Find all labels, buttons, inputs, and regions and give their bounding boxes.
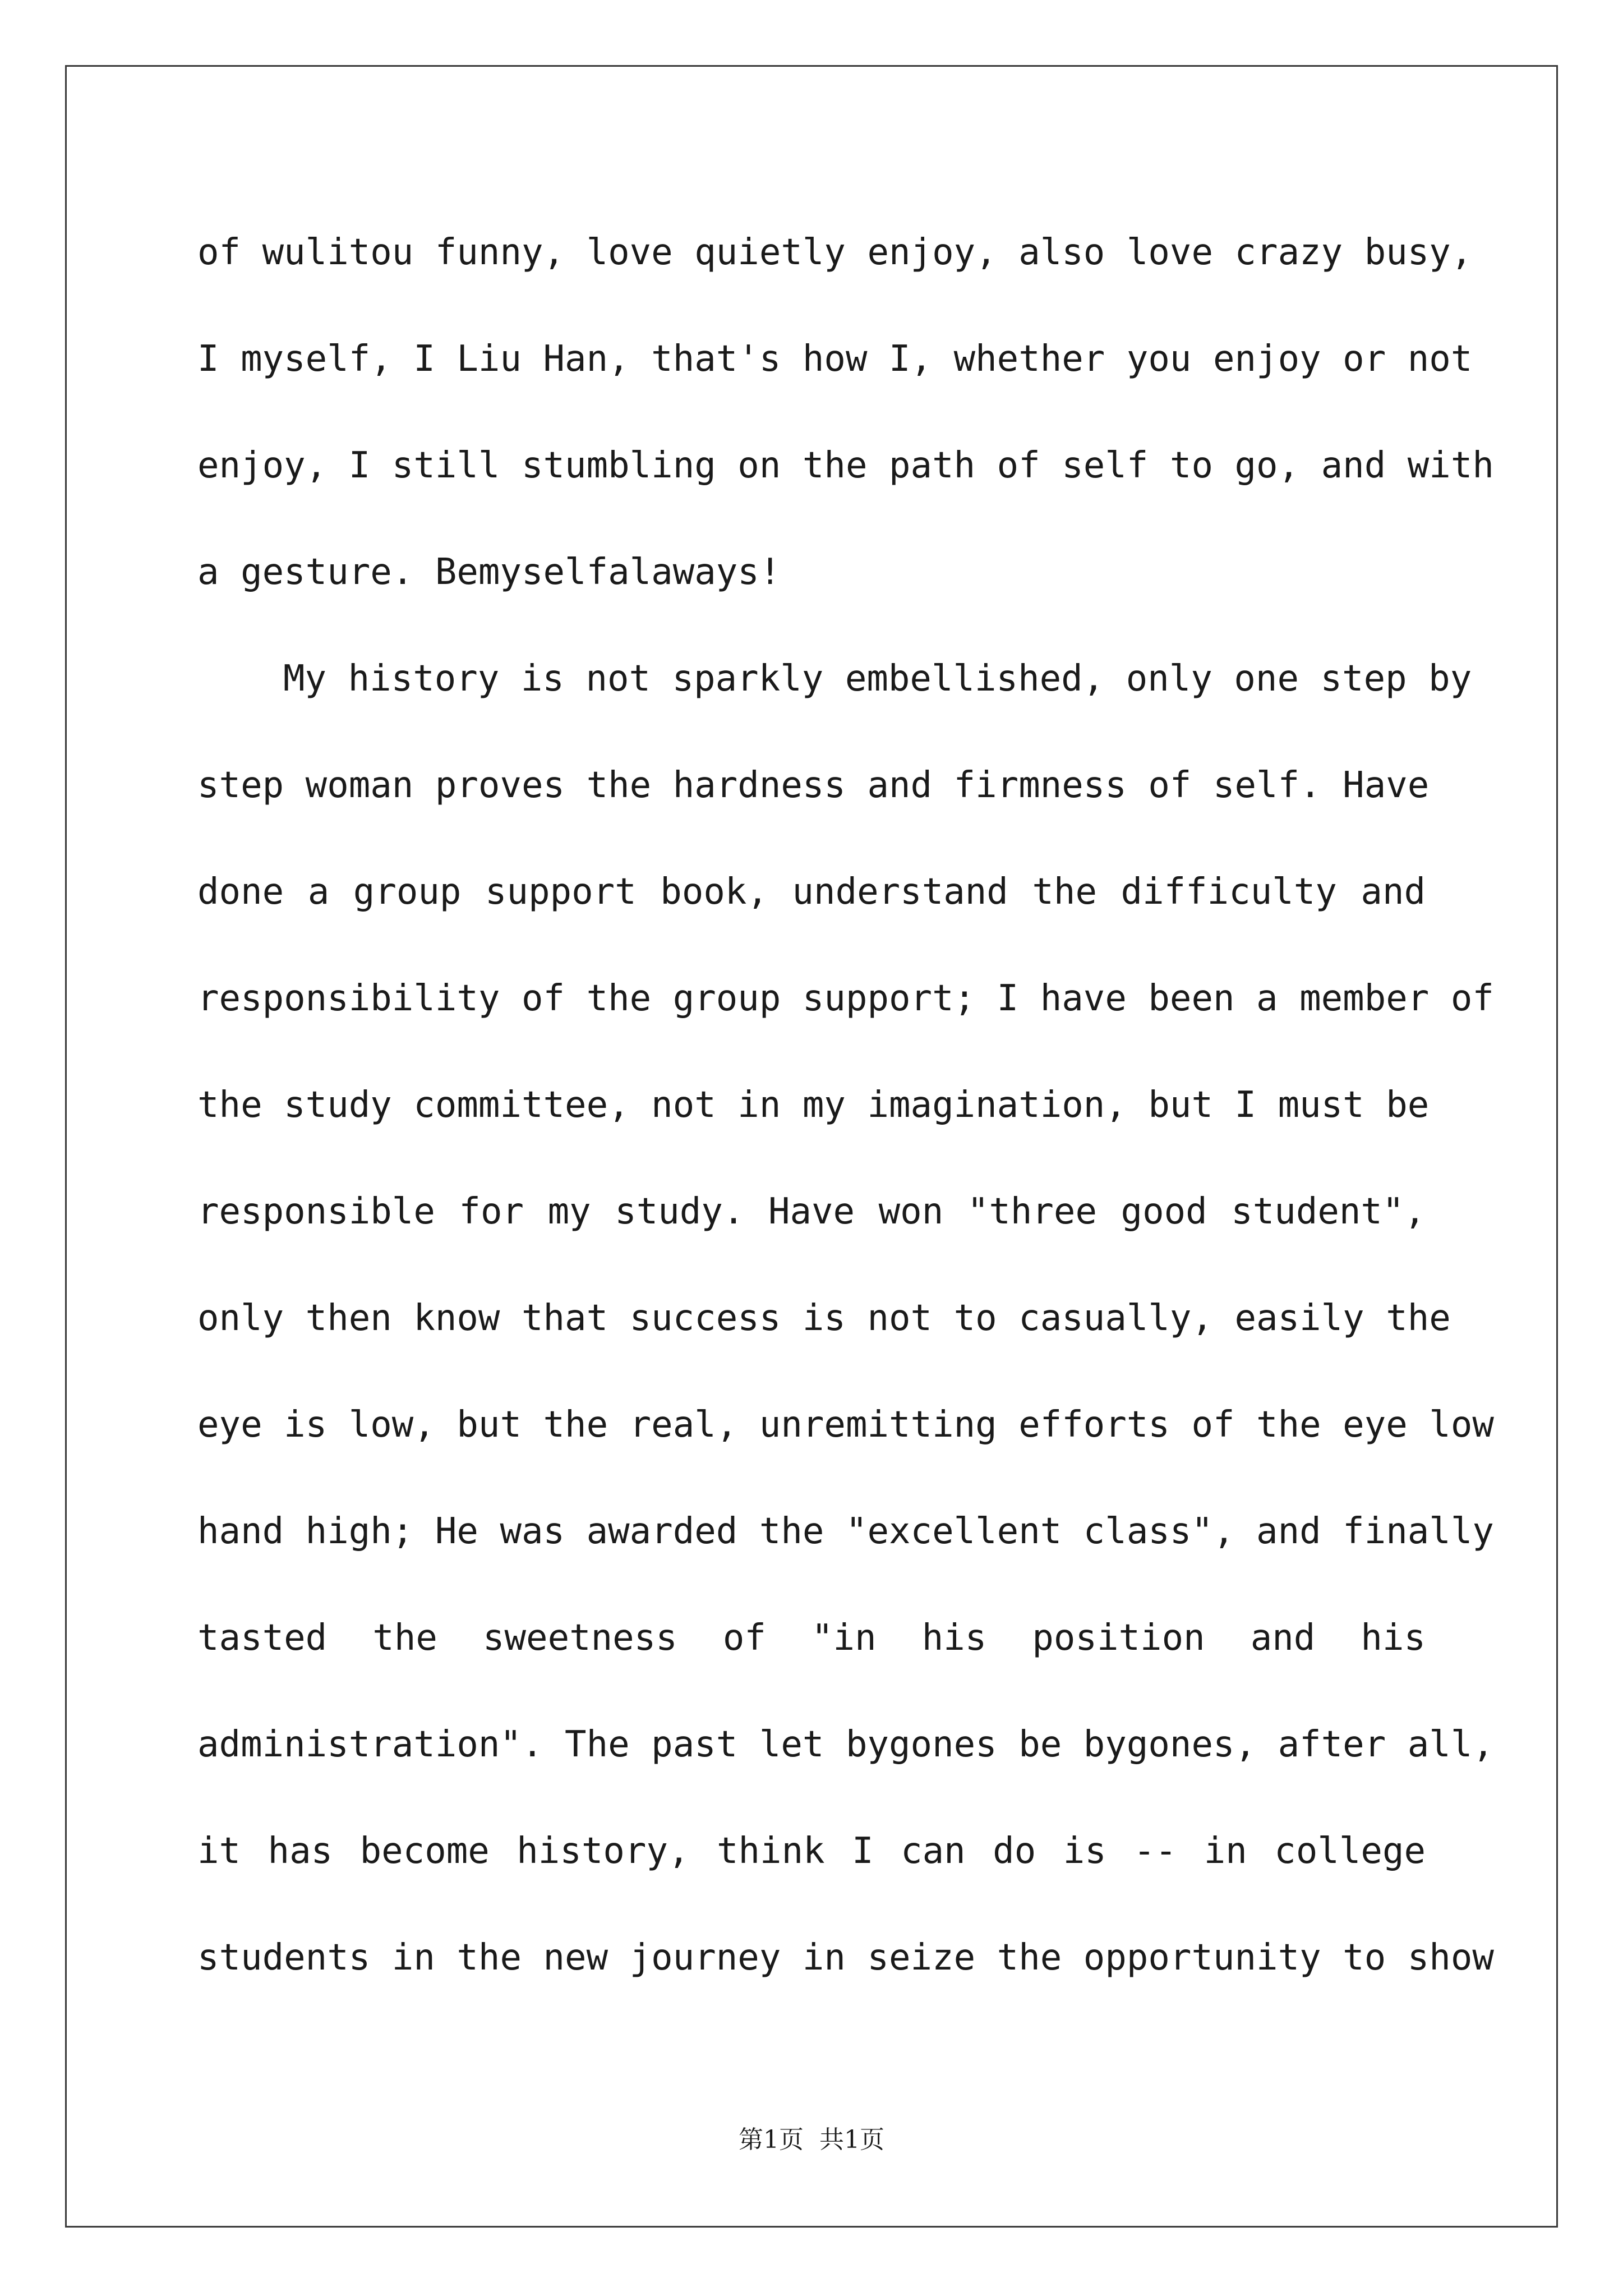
text-line-17: students in the new journey in seize the opportunity to show [197,1937,1494,1978]
page-number-footer: 第1页 共1页 [739,2125,884,2154]
text-line-5: My history is not sparkly embellished, only one step by [283,658,1472,700]
text-line-6: step woman proves the hardness and firmness of self. Have [197,765,1430,806]
text-line-12: eye is low, but the real, unremitting efforts of the eye low [197,1404,1494,1446]
text-line-4: a gesture. Bemyselfalaways! [197,551,781,593]
text-line-1: of wulitou funny, love quietly enjoy, also love crazy busy, [197,232,1473,273]
text-line-10: responsible for my study. Have won "three good student", [197,1191,1426,1232]
text-line-2: I myself, I Liu Han, that's how I, whether you enjoy or not [197,338,1473,380]
text-line-16: it has become history, think I can do is -- in college [197,1830,1426,1872]
text-line-11: only then know that success is not to casually, easily the [197,1297,1451,1339]
text-line-14: tasted the sweetness of "in his position and his [197,1617,1426,1659]
text-line-3: enjoy, I still stumbling on the path of self to go, and with [197,445,1494,486]
text-line-7: done a group support book, understand the difficulty and [197,871,1426,913]
text-line-15: administration". The past let bygones be bygones, after all, [197,1724,1494,1765]
text-line-8: responsibility of the group support; I have been a member of [197,978,1494,1019]
text-line-13: hand high; He was awarded the "excellent class", and finally [197,1511,1494,1552]
text-line-9: the study committee, not in my imagination, but I must be [197,1084,1430,1126]
